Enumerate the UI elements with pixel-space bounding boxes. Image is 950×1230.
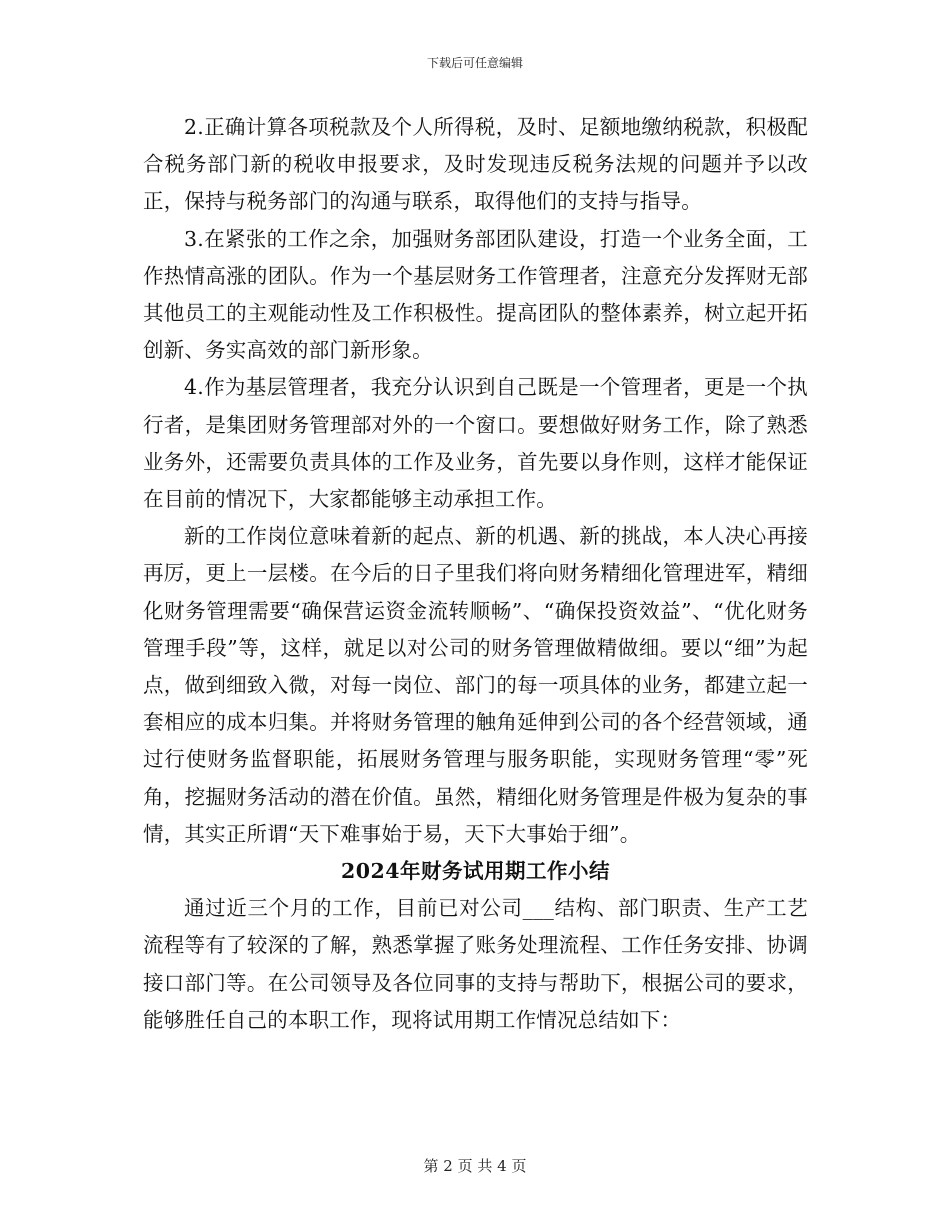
paragraph-outlook: 新的工作岗位意味着新的起点、新的机遇、新的挑战，本人决心再接再厉，更上一层楼。在今后的日子里我们将向财务精细化管理进军，精细化财务管理需要“确保营运资金流转顺畅”、“确保投资效益”、“优化财务管理手段”等，这样，就足以对公司的财务管理做精做细。要以“细”为起点，做到细致入微，对每一岗位、部门的每一项具体的业务，都建立起一套相应的成本归集。并将财务管理的触角延伸到公司的各个经营领域，通过行使财务监督职能，拓展财务管理与服务职能，实现财务管理“零”死角，挖掘财务活动的潜在价值。虽然，精细化财务管理是件极为复杂的事情，其实正所谓“天下难事始于易，天下大事始于细”。 [143, 524, 808, 846]
paragraph-item-3: 3.在紧张的工作之余，加强财务部团队建设，打造一个业务全面，工作热情高涨的团队。作为一个基层财务工作管理者，注意充分发挥财无部其他员工的主观能动性及工作积极性。提高团队的整体素养，树立起开拓创新、务实高效的部门新形象。 [143, 226, 808, 363]
document-body [143, 109, 808, 1039]
paragraph-item-4: 4.作为基层管理者，我充分认识到自己既是一个管理者，更是一个执行者，是集团财务管理部对外的一个窗口。要想做好财务工作，除了熟悉业务外，还需要负责具体的工作及业务，首先要以身作则，这样才能保证在目前的情况下，大家都能够主动承担工作。 [143, 375, 808, 512]
paragraph-item-2: 2.正确计算各项税款及个人所得税，及时、足额地缴纳税款，积极配合税务部门新的税收申报要求，及时发现违反税务法规的问题并予以改正，保持与税务部门的沟通与联系，取得他们的支持与指导。 [143, 115, 808, 214]
section-title: 2024年财务试用期工作小结 [340, 859, 611, 884]
page-footer: 第 2 页 共 4 页 [423, 1157, 527, 1175]
section-intro-paragraph: 通过近三个月的工作，目前已对公司___结构、部门职责、生产工艺流程等有了较深的了解，熟悉掌握了账务处理流程、工作任务安排、协调接口部门等。在公司领导及各位同事的支持与帮助下，根据公司的要求，能够胜任自己的本职工作，现将试用期工作情况总结如下： [143, 896, 808, 1032]
page-header: 下载后可任意编辑 [426, 56, 523, 70]
